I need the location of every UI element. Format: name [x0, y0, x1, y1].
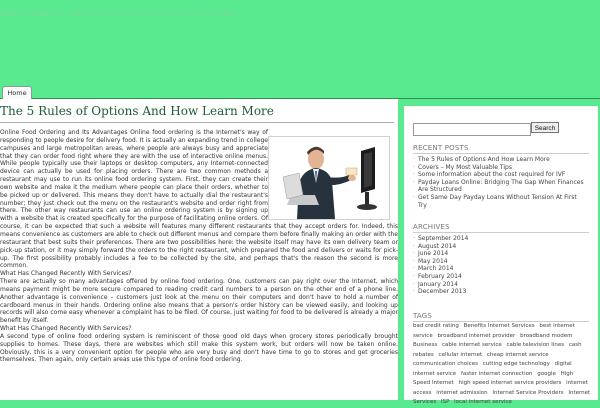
main-content — [0, 99, 398, 400]
post-paragraph: Online Food Ordering and Its Advantages Online food ordering is the Internet's way of responding to people desire for delivery food. It is actually an expanding trend in college campuses and large metropolitan areas, where people are always busy and appreciate that they can order food right where they are with the use of interactive online menus. While people typically use their laptops or desktop computers, any Internet-connected device can actually be used for placing orders. There are two common methods a restaurant may use to run its online food ordering system. First, they can create their own website and make it the medium where people can place their orders, whether to be picked up or delivered. This means they don't have to actually dial the restaurant's number; they just check out the menu on the restaurant's website and order right from there. The other way restaurants can use an online ordering system is by signing up with a website that is created specifically for the purpose of facilitating online orders. Of course, it can be expected that such a website will features many different restaurants that they accept orders for. Indeed, this means convenience as customers are able to check out different menus and compare them before finally making an order with the restaurant that best suits their preferences. There are two possibilities here: the website itself may have its own delivery team or pick-up station, or it may simply forward the orders to the right restaurant, which prepared the food and delivers or waits for pick-up. The first possibility probably includes a fee to be collected by the site, and perhaps that's the reason the second is more common. — [0, 129, 398, 270]
tag-link[interactable]: High Speed Internet — [413, 370, 574, 386]
recent-post-link[interactable]: · Covers – My Most Valuable Tips — [413, 164, 587, 172]
recent-post-link[interactable]: · Some information about the cost required for IVF — [413, 171, 587, 179]
tag-link[interactable]: high speed internet service providers — [458, 380, 562, 386]
tag-link[interactable]: ISP — [440, 399, 450, 405]
tag-link[interactable]: google — [537, 370, 556, 377]
tag-link[interactable]: Business — [413, 342, 438, 348]
tag-cloud — [413, 322, 591, 408]
site-header — [0, 0, 600, 86]
nav-home-tab[interactable]: Home — [2, 86, 32, 99]
tag-link[interactable]: internet admission — [436, 389, 488, 396]
search-button[interactable]: Search — [531, 122, 559, 133]
archive-link[interactable]: · August 2014 — [413, 243, 587, 251]
businessman-laptop-icon — [269, 137, 389, 219]
tag-link[interactable]: cellular internet — [438, 351, 483, 358]
archives-divider — [413, 232, 589, 233]
search-input[interactable] — [413, 123, 531, 136]
tag-link[interactable]: Internet Services — [413, 389, 591, 405]
tag-link[interactable]: cutting edge technology — [482, 361, 550, 367]
tag-link[interactable]: cable television lines — [506, 342, 565, 348]
tag-link[interactable]: faster internet connection — [460, 370, 533, 377]
archive-link[interactable]: · December 2013 — [413, 288, 587, 296]
archive-link[interactable]: · February 2014 — [413, 273, 587, 281]
recent-posts-list — [413, 156, 587, 209]
archives-heading: ARCHIVES — [413, 223, 450, 231]
tag-link[interactable]: communication choices — [413, 361, 478, 367]
archive-link[interactable]: · May 2014 — [413, 258, 587, 266]
archive-link[interactable]: · September 2014 — [413, 235, 587, 243]
archive-link[interactable]: · March 2014 — [413, 265, 587, 273]
recent-posts-heading: RECENT POSTS — [413, 144, 469, 152]
post-subheading: What Has Changed Recently With Services? — [0, 270, 132, 278]
recent-post-link[interactable]: · Payday Loans Online: Bridging The Gap When Finances Are Structured — [413, 179, 587, 194]
nav-bar — [0, 86, 600, 99]
tag-link[interactable]: Benefits Internet Services — [463, 323, 535, 329]
tag-link[interactable]: Internet Service Providers — [492, 389, 564, 396]
tag-link[interactable]: cable internet service — [442, 342, 502, 348]
post-image — [268, 136, 390, 220]
tag-link[interactable]: best internet service — [413, 323, 575, 339]
tag-link[interactable]: digital internet service — [413, 361, 572, 377]
tag-link[interactable]: local internet service — [454, 399, 512, 405]
post-subheading: What Has Changed Recently With Services? — [0, 325, 132, 333]
tag-link[interactable]: bad credit rating — [413, 323, 459, 329]
tag-link[interactable]: internet access — [413, 380, 588, 396]
tags-heading: TAGS — [413, 312, 433, 320]
recent-posts-divider — [413, 153, 589, 154]
tag-link[interactable]: broadband internet provider — [437, 332, 516, 339]
site-tagline: www.cornutype.net - com our articles and tomorrow is your event videos — [0, 9, 238, 17]
recent-post-link[interactable]: · The 5 Rules of Options And How Learn More — [413, 156, 587, 164]
sidebar — [404, 106, 598, 405]
archive-link[interactable]: · January 2014 — [413, 281, 587, 289]
title-divider — [0, 122, 394, 123]
tag-link[interactable]: broadband modem — [520, 332, 573, 339]
post-title[interactable]: The 5 Rules of Options And How Learn More — [0, 104, 274, 118]
tag-link[interactable]: cheap internet service — [486, 351, 549, 358]
recent-post-link[interactable]: · Get Same Day Payday Loans Without Tension At First Try — [413, 194, 587, 209]
archives-list — [413, 235, 587, 296]
archive-link[interactable]: · June 2014 — [413, 250, 587, 258]
tag-link[interactable]: cash rebates — [413, 342, 582, 358]
post-paragraph: A second type of online food ordering system is reminiscent of those good old days when grocery stores periodically brought supplies to homes. These days, there are websites which still make this system work, but orders will now be taken online. Obviously, this is a very convenient option for people who are very busy and don't have time to go to stores and get groceries themselves. Then again, only certain areas use this type of online food ordering. — [0, 332, 398, 364]
post-paragraph: There are actually so many advantages offered by online food ordering. One, customers can pay right over the Internet, which means payment might be more secure compared to reading credit card numbers to a person on the other end of a phone line. Another advantage is convenience – customers just look at the menu on their computers and don't have to hold a number of cardboard menus in their hands. Ordering online also means that a person's order history can be viewed easily, and looking up records will also come easy whenever a complaint has to be filed. Of course, just waiting for food to be delivered is already a major benefit by itself. — [0, 278, 398, 325]
